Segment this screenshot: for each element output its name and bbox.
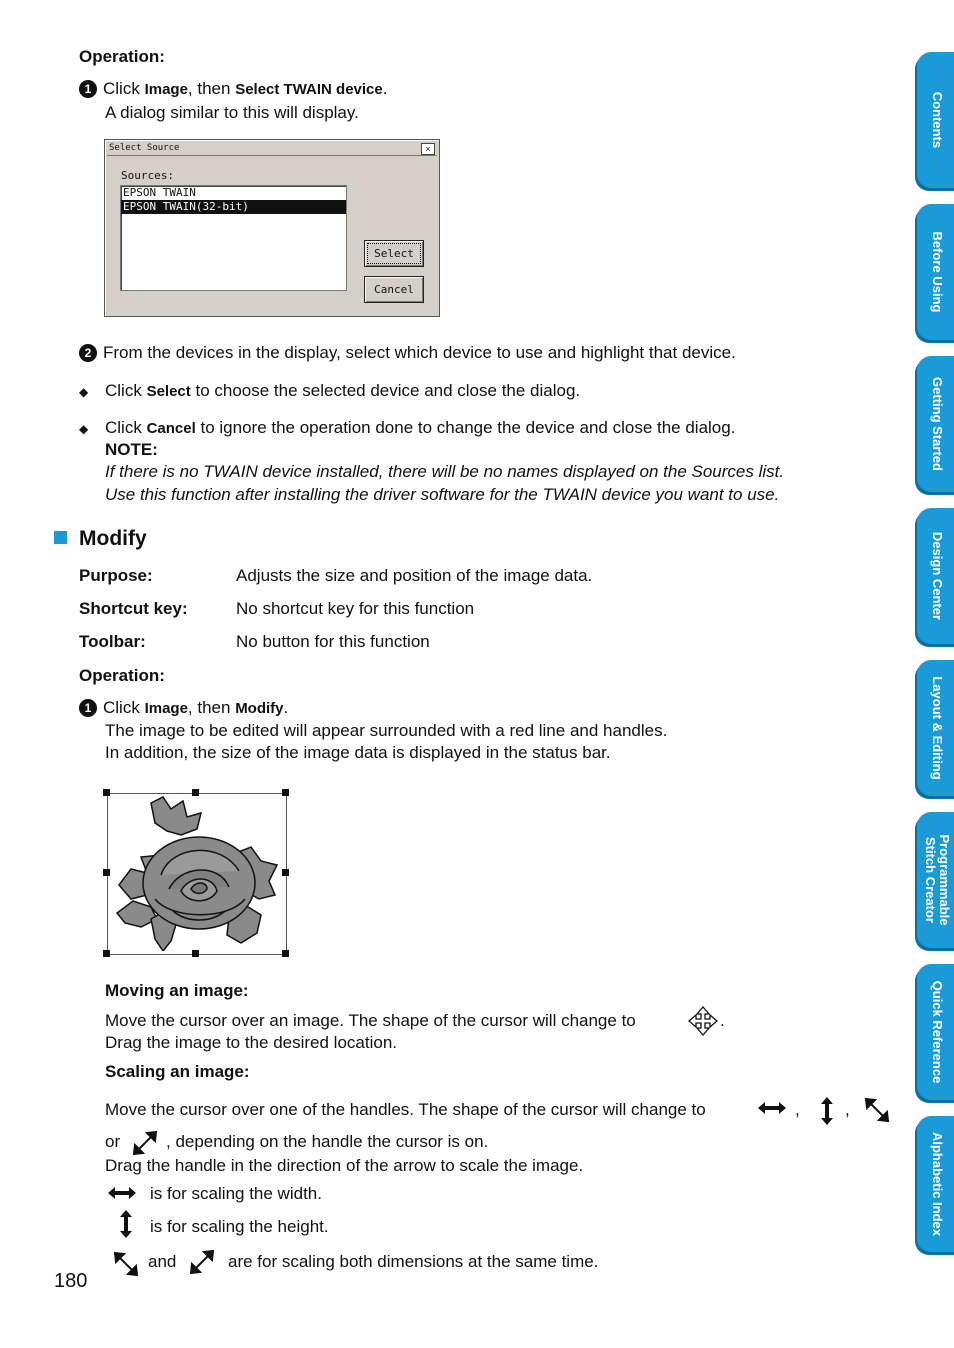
list-item-selected[interactable]: EPSON TWAIN(32-bit) — [121, 200, 346, 214]
step-1: 1 Click Image, then Modify. — [79, 697, 288, 720]
purpose-label: Purpose: — [79, 566, 153, 585]
bullet-cancel: ◆ Click Cancel to ignore the operation done to change the device and close the dialog. — [79, 417, 735, 440]
section-title: Modify — [79, 527, 147, 550]
note-line-2: Use this function after installing the driver software for the TWAIN device you want to use. — [105, 485, 780, 504]
diagonal-resize-nesw-icon — [132, 1130, 158, 1156]
or-label: or — [105, 1132, 121, 1151]
vertical-resize-icon — [819, 1096, 835, 1126]
purpose-value: Adjusts the size and position of the image data. — [236, 566, 593, 585]
vertical-resize-icon — [118, 1209, 134, 1239]
both-description: are for scaling both dimensions at the same time. — [228, 1252, 599, 1271]
operation-heading: Operation: — [79, 47, 165, 66]
moving-line-1: Move the cursor over an image. The shape of the cursor will change to — [105, 1011, 636, 1030]
note-label: NOTE: — [105, 440, 158, 459]
tab-layout-editing[interactable]: Layout & Editing — [917, 660, 954, 796]
moving-line-1-end: . — [720, 1011, 725, 1030]
tab-before-using[interactable]: Before Using — [917, 204, 954, 340]
diagonal-resize-nwse-icon — [113, 1251, 139, 1277]
sources-label: Sources: — [121, 169, 174, 182]
rose-image — [111, 795, 281, 951]
step-number: 1 — [79, 80, 97, 98]
and-label: and — [148, 1252, 177, 1271]
moving-heading: Moving an image: — [105, 981, 249, 1000]
shortcut-value: No shortcut key for this function — [236, 599, 475, 618]
width-description: is for scaling the width. — [150, 1184, 322, 1203]
tab-getting-started[interactable]: Getting Started — [917, 356, 954, 492]
step-1-detail: A dialog similar to this will display. — [105, 103, 359, 122]
move-cursor-icon — [688, 1006, 718, 1036]
horizontal-resize-icon — [757, 1101, 787, 1115]
scaling-line-2: , depending on the handle the cursor is on. — [166, 1132, 489, 1151]
bullet-icon: ◆ — [79, 385, 89, 399]
page-number: 180 — [54, 1270, 88, 1292]
section-marker-icon — [54, 531, 67, 549]
step-2: 2 From the devices in the display, select which device to use and highlight that device. — [79, 342, 736, 364]
comma: , — [795, 1100, 800, 1119]
sources-list[interactable] — [120, 185, 347, 291]
cancel-button[interactable]: Cancel — [364, 276, 424, 303]
comma: , — [845, 1100, 850, 1119]
select-button[interactable]: Select — [364, 240, 424, 267]
diagonal-resize-nwse-icon — [864, 1097, 890, 1123]
scaling-line-1: Move the cursor over one of the handles. The shape of the cursor will change to — [105, 1100, 706, 1119]
step-number: 2 — [79, 344, 97, 362]
tab-contents[interactable]: Contents — [917, 52, 954, 188]
select-source-dialog — [104, 139, 440, 317]
step-1-detail: The image to be edited will appear surrounded with a red line and handles. — [105, 721, 668, 740]
rose-image-frame[interactable] — [103, 789, 289, 957]
toolbar-label: Toolbar: — [79, 632, 146, 651]
step-number: 1 — [79, 699, 97, 717]
diagonal-resize-nesw-icon — [189, 1249, 215, 1275]
step-1: 1 Click Image, then Select TWAIN device. — [79, 78, 387, 101]
tab-programmable-stitch-creator[interactable]: Programmable Stitch Creator — [917, 812, 954, 948]
step-1-detail-2: In addition, the size of the image data is displayed in the status bar. — [105, 743, 611, 762]
toolbar-value: No button for this function — [236, 632, 430, 651]
operation-heading: Operation: — [79, 666, 165, 685]
list-item[interactable]: EPSON TWAIN — [123, 186, 196, 199]
bullet-icon: ◆ — [79, 422, 89, 436]
shortcut-label: Shortcut key: — [79, 599, 188, 618]
dialog-title: Select Source — [107, 142, 437, 156]
horizontal-resize-icon — [107, 1186, 137, 1200]
scaling-line-3: Drag the handle in the direction of the arrow to scale the image. — [105, 1156, 584, 1175]
moving-line-2: Drag the image to the desired location. — [105, 1033, 398, 1052]
bullet-select: ◆ Click Select to choose the selected device and close the dialog. — [79, 380, 580, 403]
tab-alphabetic-index[interactable]: Alphabetic Index — [917, 1116, 954, 1252]
note-line-1: If there is no TWAIN device installed, there will be no names displayed on the Sources list. — [105, 462, 785, 481]
height-description: is for scaling the height. — [150, 1217, 329, 1236]
close-icon[interactable]: × — [421, 143, 435, 155]
tab-quick-reference[interactable]: Quick Reference — [917, 964, 954, 1100]
scaling-heading: Scaling an image: — [105, 1062, 250, 1081]
tab-design-center[interactable]: Design Center — [917, 508, 954, 644]
